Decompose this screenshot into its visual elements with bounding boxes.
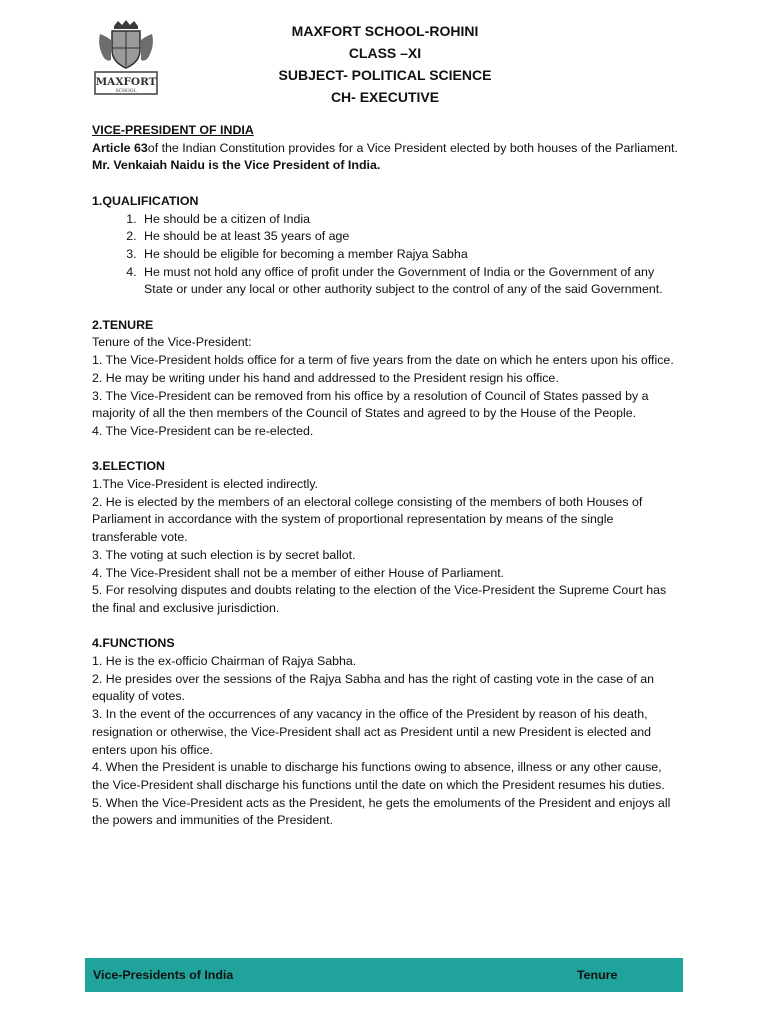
list-item: 3. He should be eligible for becoming a member Rajya Sabha xyxy=(140,246,680,264)
tenure-heading: 2.TENURE xyxy=(92,317,154,332)
functions-heading: 4.FUNCTIONS xyxy=(92,636,175,651)
school-logo xyxy=(94,20,158,98)
current-vp: Mr. Venkaiah Naidu is the Vice President of India. xyxy=(92,158,381,173)
list-item: 5. For resolving disputes and doubts relating to the election of the Vice-President the Supreme Court has the final and exclusive jurisdiction. xyxy=(92,583,667,615)
crest-icon xyxy=(94,20,158,98)
qualification-list xyxy=(92,211,680,300)
list-item: 4. He must not hold any office of profit under the Government of India or the Government of any State or under any local or other authority subject to the control of any of the said Government. xyxy=(140,264,680,299)
svg-text:SCHOOL: SCHOOL xyxy=(115,89,137,94)
list-item: 3. The Vice-President can be removed from his office by a resolution of Council of States passed by a majority of all the then members of the Council of States and agreed to by the House of the People. xyxy=(92,388,649,421)
column-header-tenure: Tenure xyxy=(577,968,618,982)
list-item: 2. He should be at least 35 years of age xyxy=(140,228,680,246)
list-item: 2. He presides over the sessions of the Rajya Sabha and has the right of casting vote in the case of an equality of votes. xyxy=(92,671,655,704)
list-item: 4. When the President is unable to discharge his functions owing to absence, illness or any other cause, the Vice-President shall discharge his functions until the date on which the President resumes his duties. xyxy=(92,760,665,792)
list-item: 1. He should be a citizen of India xyxy=(140,211,680,229)
section-title: VICE-PRESIDENT OF INDIA xyxy=(92,123,254,137)
subject-name: SUBJECT- POLITICAL SCIENCE xyxy=(278,67,492,83)
school-name: MAXFORT SCHOOL-ROHINI xyxy=(291,23,479,39)
list-item: 2. He is elected by the members of an electoral college consisting of the members of both Houses of Parliament in accordance with the system of proportional representation by means of the single transferable vote. xyxy=(92,494,643,545)
list-item: 5. When the Vice-President acts as the President, he gets the emoluments of the President and enjoys all the powers and immunities of the President. xyxy=(92,795,671,828)
list-item: 1. He is the ex-officio Chairman of Rajya Sabha. xyxy=(92,654,357,669)
document-header xyxy=(200,20,570,108)
column-header-vice-presidents: Vice-Presidents of India xyxy=(93,968,234,982)
list-item: 3. The voting at such election is by secret ballot. xyxy=(92,547,356,562)
list-item: 4. The Vice-President shall not be a member of either House of Parliament. xyxy=(92,565,505,580)
svg-text:MAXFORT: MAXFORT xyxy=(95,76,157,88)
qualification-heading: 1.QUALIFICATION xyxy=(92,193,199,208)
list-item: 4. The Vice-President can be re-elected. xyxy=(92,423,314,438)
document-body xyxy=(92,122,680,830)
table-header xyxy=(85,958,683,992)
chapter-name: CH- EXECUTIVE xyxy=(330,89,440,105)
article-paragraph xyxy=(92,140,680,158)
article-text: of the Indian Constitution provides for a Vice President elected by both houses of the Parliament. xyxy=(147,140,678,155)
class-name: CLASS –XI xyxy=(348,45,422,61)
list-item: 3. In the event of the occurrences of any vacancy in the office of the President by reason of his death, resignation or otherwise, the Vice-President shall act as President until a new President is elected and enters upon his office. xyxy=(92,707,652,757)
list-item: 1. The Vice-President holds office for a term of five years from the date on which he enters upon his office. xyxy=(92,353,674,368)
tenure-subheading: Tenure of the Vice-President: xyxy=(92,335,252,350)
list-item: 1.The Vice-President is elected indirectly. xyxy=(92,477,319,492)
article-ref: Article 63 xyxy=(92,140,148,155)
list-item: 2. He may be writing under his hand and addressed to the President resign his office. xyxy=(92,370,559,385)
election-heading: 3.ELECTION xyxy=(92,459,165,474)
